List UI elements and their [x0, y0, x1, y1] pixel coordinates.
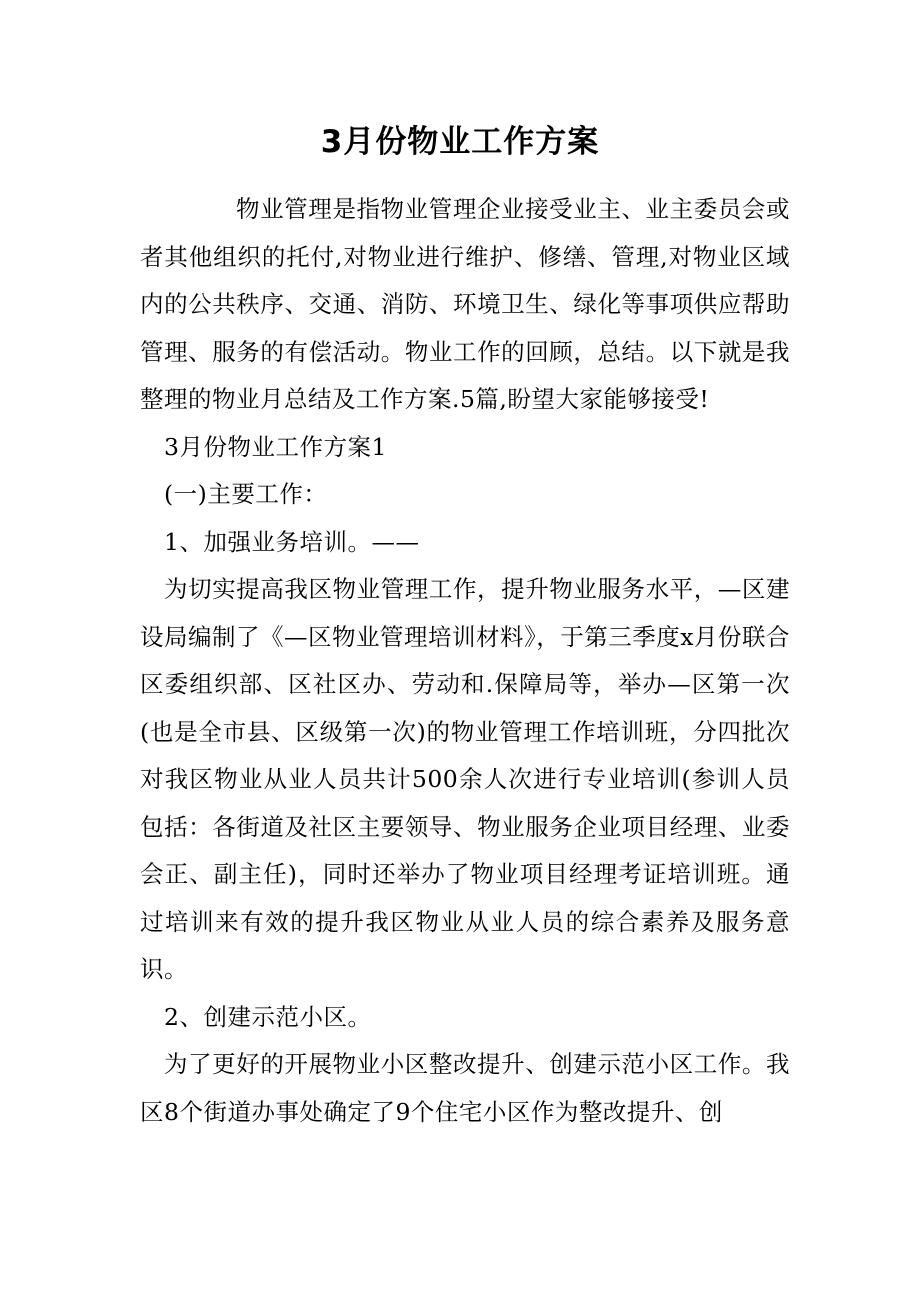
demo-community-paragraph: 为了更好的开展物业小区整改提升、创建示范小区工作。我区8个街道办事处确定了9个住宅小区作为整改提升、创: [140, 1050, 790, 1126]
section-heading: 3月份物业工作方案1: [164, 432, 387, 461]
subsection-heading: (一)主要工作：: [164, 480, 328, 508]
intro-paragraph: 物业管理是指物业管理企业接受业主、业主委员会或者其他组织的托付,对物业进行维护、修缮、管理,对物业区域内的公共秩序、交通、消防、环境卫生、绿化等事项供应帮助管理、服务的有偿活动。物业工作的回顾，总结。以下就是我整理的物业月总结及工作方案.5篇,盼望大家能够接受!: [140, 195, 790, 413]
training-paragraph: 为切实提高我区物业管理工作，提升物业服务水平，—区建设局编制了《—区物业管理培训材料》，于第三季度x月份联合区委组织部、区社区办、劳动和.保障局等，举办—区第一次(也是全市县、区级第一次)的物业管理工作培训班，分四批次对我区物业从业人员共计500余人次进行专业培训(参训人员包括：各街道及社区主要领导、物业服务企业项目经理、业委会正、副主任)，同时还举办了物业项目经理考证培训班。通过培训来有效的提升我区物业从业人员的综合素养及服务意识。: [140, 575, 791, 983]
item-heading-training: 1、加强业务培训。——: [164, 527, 420, 556]
item-heading-demo-community: 2、创建示范小区。: [164, 1002, 372, 1031]
document-title: 3月份物业工作方案: [320, 124, 600, 160]
document-body: [140, 186, 790, 1136]
